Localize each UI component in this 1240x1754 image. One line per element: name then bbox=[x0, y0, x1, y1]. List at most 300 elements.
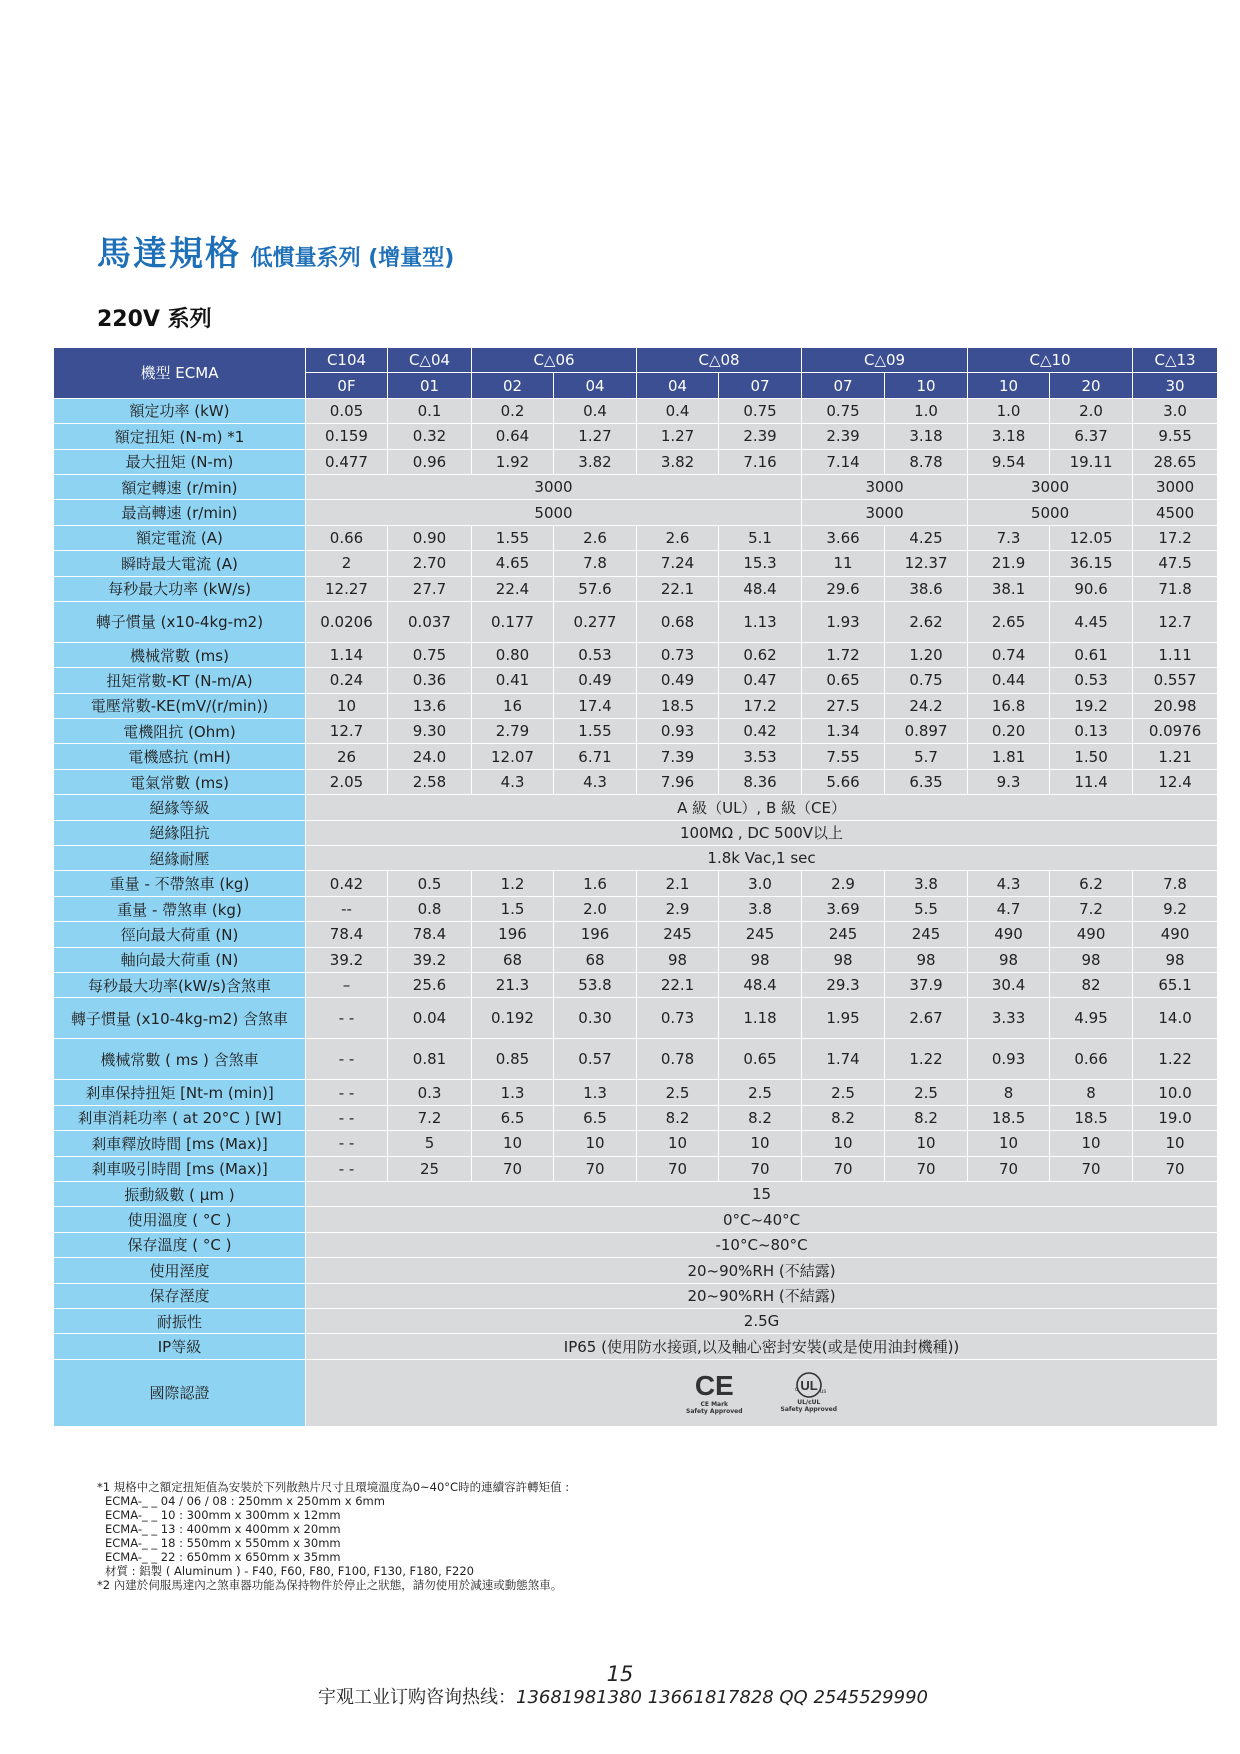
spec-value: 11 bbox=[802, 551, 885, 576]
spec-value: 6.5 bbox=[554, 1105, 637, 1130]
spec-value: 8.2 bbox=[719, 1105, 802, 1130]
model-group: C△09 bbox=[802, 348, 968, 373]
footer-hotline bbox=[318, 1683, 928, 1709]
spec-value: 0.93 bbox=[968, 1039, 1050, 1080]
series-title: 220V 系列 bbox=[97, 307, 212, 332]
spec-value: 0.8 bbox=[388, 896, 472, 921]
spec-value: 0.177 bbox=[472, 601, 554, 642]
model-code: 20 bbox=[1050, 373, 1133, 398]
spec-label: 最高轉速 (r/min) bbox=[54, 500, 306, 525]
spec-value: 2.79 bbox=[472, 719, 554, 744]
spec-value: 68 bbox=[554, 947, 637, 972]
spec-label: 絕緣等級 bbox=[54, 795, 306, 820]
spec-value: 0.73 bbox=[637, 998, 719, 1039]
spec-value: 70 bbox=[885, 1156, 968, 1181]
spec-value: 0.30 bbox=[554, 998, 637, 1039]
spec-value: 21.3 bbox=[472, 972, 554, 997]
spec-row bbox=[54, 846, 1218, 871]
spec-value: 4.25 bbox=[885, 525, 968, 550]
spec-label: 最大扭矩 (N-m) bbox=[54, 449, 306, 474]
spec-value: 4500 bbox=[1133, 500, 1218, 525]
spec-value: 2.6 bbox=[554, 525, 637, 550]
spec-label: 耐振性 bbox=[54, 1308, 306, 1333]
svg-text:us: us bbox=[819, 1388, 826, 1395]
spec-value: 29.3 bbox=[802, 972, 885, 997]
spec-value: 1.92 bbox=[472, 449, 554, 474]
spec-value: 7.14 bbox=[802, 449, 885, 474]
spec-value: 39.2 bbox=[388, 947, 472, 972]
spec-value: 245 bbox=[802, 922, 885, 947]
spec-value: 38.6 bbox=[885, 576, 968, 601]
spec-value: 490 bbox=[968, 922, 1050, 947]
spec-value: 4.95 bbox=[1050, 998, 1133, 1039]
spec-value: 98 bbox=[719, 947, 802, 972]
spec-value: 1.93 bbox=[802, 601, 885, 642]
spec-value: 4.65 bbox=[472, 551, 554, 576]
spec-value: 1.74 bbox=[802, 1039, 885, 1080]
spec-value: 6.2 bbox=[1050, 871, 1133, 896]
spec-value: 53.8 bbox=[554, 972, 637, 997]
ce-mark-block bbox=[686, 1371, 743, 1415]
spec-label: 機械常數 (ms) bbox=[54, 642, 306, 667]
footnotes bbox=[97, 1480, 569, 1592]
spec-value: 0.04 bbox=[388, 998, 472, 1039]
spec-value: 1.14 bbox=[306, 642, 388, 667]
spec-value: 70 bbox=[968, 1156, 1050, 1181]
model-code: 04 bbox=[637, 373, 719, 398]
spec-value: 490 bbox=[1050, 922, 1133, 947]
spec-value: 2.05 bbox=[306, 769, 388, 794]
footer-label: 宇观工业订购咨询热线： bbox=[318, 1687, 516, 1708]
spec-value: 0.24 bbox=[306, 668, 388, 693]
spec-label: 轉子慣量 (x10-4kg-m2) bbox=[54, 601, 306, 642]
footnote-line: ECMA-_ _ 18 : 550mm x 550mm x 30mm bbox=[105, 1536, 341, 1550]
spec-label: 轉子慣量 (x10-4kg-m2) 含煞車 bbox=[54, 998, 306, 1039]
spec-value: 29.6 bbox=[802, 576, 885, 601]
spec-value: 0.78 bbox=[637, 1039, 719, 1080]
spec-row bbox=[54, 1080, 1218, 1105]
spec-row bbox=[54, 972, 1218, 997]
spec-row bbox=[54, 576, 1218, 601]
spec-value: 1.11 bbox=[1133, 642, 1218, 667]
spec-value: 2.67 bbox=[885, 998, 968, 1039]
spec-value: 26 bbox=[306, 744, 388, 769]
spec-value: 19.2 bbox=[1050, 693, 1133, 718]
spec-value: 27.7 bbox=[388, 576, 472, 601]
spec-value: 3.82 bbox=[637, 449, 719, 474]
cert-row bbox=[54, 1359, 1218, 1426]
spec-value: 1.55 bbox=[472, 525, 554, 550]
spec-value: 1.2 bbox=[472, 871, 554, 896]
spec-value: 2.9 bbox=[802, 871, 885, 896]
spec-value: 0.42 bbox=[306, 871, 388, 896]
model-code: 0F bbox=[306, 373, 388, 398]
spec-label: 額定功率 (kW) bbox=[54, 398, 306, 423]
spec-value: 3.53 bbox=[719, 744, 802, 769]
spec-value: 0.44 bbox=[968, 668, 1050, 693]
spec-value: 0.61 bbox=[1050, 642, 1133, 667]
spec-value: 9.54 bbox=[968, 449, 1050, 474]
spec-value: 12.4 bbox=[1133, 769, 1218, 794]
spec-value: 8.36 bbox=[719, 769, 802, 794]
spec-value: 70 bbox=[719, 1156, 802, 1181]
spec-value: 8 bbox=[968, 1080, 1050, 1105]
spec-value: 82 bbox=[1050, 972, 1133, 997]
spec-value: 70 bbox=[1050, 1156, 1133, 1181]
spec-row bbox=[54, 795, 1218, 820]
spec-value: 0.90 bbox=[388, 525, 472, 550]
spec-value: 8.2 bbox=[885, 1105, 968, 1130]
spec-value: 0.0206 bbox=[306, 601, 388, 642]
spec-value: 0.53 bbox=[1050, 668, 1133, 693]
spec-row bbox=[54, 896, 1218, 921]
spec-value: 196 bbox=[554, 922, 637, 947]
spec-label: 電壓常數-KE(mV/(r/min)) bbox=[54, 693, 306, 718]
spec-value: 21.9 bbox=[968, 551, 1050, 576]
spec-value: 3000 bbox=[1133, 474, 1218, 499]
spec-value: 25.6 bbox=[388, 972, 472, 997]
spec-row bbox=[54, 601, 1218, 642]
spec-label: 扭矩常數-KT (N-m/A) bbox=[54, 668, 306, 693]
spec-value: 4.3 bbox=[968, 871, 1050, 896]
svg-text:c: c bbox=[794, 1386, 798, 1393]
spec-value: 0.68 bbox=[637, 601, 719, 642]
spec-value: 1.21 bbox=[1133, 744, 1218, 769]
spec-value: 0.192 bbox=[472, 998, 554, 1039]
spec-label: 機械常數 ( ms ) 含煞車 bbox=[54, 1039, 306, 1080]
title-sub: 低慣量系列 (增量型) bbox=[250, 246, 455, 271]
spec-value: 0.49 bbox=[554, 668, 637, 693]
spec-value: 1.34 bbox=[802, 719, 885, 744]
spec-value: 12.07 bbox=[472, 744, 554, 769]
spec-label: 軸向最大荷重 (N) bbox=[54, 947, 306, 972]
spec-value: 1.81 bbox=[968, 744, 1050, 769]
svg-text:UL: UL bbox=[800, 1377, 818, 1393]
spec-value: 5000 bbox=[968, 500, 1133, 525]
model-code: 10 bbox=[885, 373, 968, 398]
spec-value: 3.8 bbox=[719, 896, 802, 921]
spec-value: 30.4 bbox=[968, 972, 1050, 997]
spec-row bbox=[54, 474, 1218, 499]
footer-phones: 13681981380 13661817828 QQ 2545529990 bbox=[516, 1687, 928, 1708]
spec-value: 10 bbox=[802, 1131, 885, 1156]
ul-caption-2: Safety Approved bbox=[780, 1405, 838, 1413]
spec-value: 24.2 bbox=[885, 693, 968, 718]
spec-label: 剎車吸引時間 [ms (Max)] bbox=[54, 1156, 306, 1181]
spec-value: 10 bbox=[554, 1131, 637, 1156]
spec-value: 0.64 bbox=[472, 424, 554, 449]
spec-value: 2.6 bbox=[637, 525, 719, 550]
spec-value: 15 bbox=[306, 1181, 1218, 1206]
model-group: C△13 bbox=[1133, 348, 1218, 373]
model-group: C104 bbox=[306, 348, 388, 373]
spec-row bbox=[54, 1334, 1218, 1359]
footnote-line: *1 規格中之額定扭矩值為安裝於下列散熱片尺寸且環境溫度為0~40°C時的連續容許轉矩值 : bbox=[97, 1480, 570, 1494]
spec-value: 19.0 bbox=[1133, 1105, 1218, 1130]
spec-value: 0.73 bbox=[637, 642, 719, 667]
spec-label: 振動級數 ( μm ) bbox=[54, 1181, 306, 1206]
spec-value: 0.75 bbox=[885, 668, 968, 693]
spec-value: 1.0 bbox=[885, 398, 968, 423]
spec-value: 2.5 bbox=[719, 1080, 802, 1105]
spec-value: 0°C~40°C bbox=[306, 1207, 1218, 1232]
footnote-line: ECMA-_ _ 04 / 06 / 08 : 250mm x 250mm x 6mm bbox=[105, 1494, 385, 1508]
spec-value: 7.8 bbox=[554, 551, 637, 576]
spec-value: 7.8 bbox=[1133, 871, 1218, 896]
spec-value: 0.66 bbox=[306, 525, 388, 550]
spec-row bbox=[54, 947, 1218, 972]
spec-value: 3.66 bbox=[802, 525, 885, 550]
spec-label: 額定轉速 (r/min) bbox=[54, 474, 306, 499]
spec-value: 10 bbox=[306, 693, 388, 718]
spec-value: 78.4 bbox=[306, 922, 388, 947]
spec-value: 2.9 bbox=[637, 896, 719, 921]
spec-value: 3.69 bbox=[802, 896, 885, 921]
spec-row bbox=[54, 1283, 1218, 1308]
spec-value: 0.42 bbox=[719, 719, 802, 744]
spec-row bbox=[54, 820, 1218, 845]
spec-row bbox=[54, 449, 1218, 474]
spec-value: 0.32 bbox=[388, 424, 472, 449]
spec-label: 電機阻抗 (Ohm) bbox=[54, 719, 306, 744]
spec-value: 2.0 bbox=[554, 896, 637, 921]
spec-label: IP等級 bbox=[54, 1334, 306, 1359]
footnote-line: ECMA-_ _ 10 : 300mm x 300mm x 12mm bbox=[105, 1508, 341, 1522]
model-code: 02 bbox=[472, 373, 554, 398]
spec-value: 0.4 bbox=[637, 398, 719, 423]
spec-value: 98 bbox=[637, 947, 719, 972]
spec-row bbox=[54, 1232, 1218, 1257]
spec-value: 36.15 bbox=[1050, 551, 1133, 576]
spec-value: 1.6 bbox=[554, 871, 637, 896]
ce-caption-2: Safety Approved bbox=[686, 1407, 743, 1415]
spec-value: 90.6 bbox=[1050, 576, 1133, 601]
spec-row bbox=[54, 424, 1218, 449]
spec-label: 電機感抗 (mH) bbox=[54, 744, 306, 769]
spec-value: 0.85 bbox=[472, 1039, 554, 1080]
spec-value: - - bbox=[306, 1105, 388, 1130]
model-code: 30 bbox=[1133, 373, 1218, 398]
spec-value: 1.55 bbox=[554, 719, 637, 744]
spec-row bbox=[54, 525, 1218, 550]
spec-value: 1.0 bbox=[968, 398, 1050, 423]
spec-value: 1.22 bbox=[1133, 1039, 1218, 1080]
spec-value: 12.7 bbox=[1133, 601, 1218, 642]
spec-label: 使用溫度 ( °C ) bbox=[54, 1207, 306, 1232]
spec-value: 20~90%RH (不結露) bbox=[306, 1258, 1218, 1283]
spec-value: 196 bbox=[472, 922, 554, 947]
spec-value: 2.0 bbox=[1050, 398, 1133, 423]
spec-value: 10 bbox=[472, 1131, 554, 1156]
spec-value: 68 bbox=[472, 947, 554, 972]
spec-value: 7.96 bbox=[637, 769, 719, 794]
spec-value: 15.3 bbox=[719, 551, 802, 576]
spec-value: 1.27 bbox=[554, 424, 637, 449]
spec-value: 0.037 bbox=[388, 601, 472, 642]
footnote-line: *2 內建於伺服馬達內之煞車器功能為保持物件於停止之狀態，請勿使用於減速或動態煞車。 bbox=[97, 1578, 563, 1592]
spec-value: 10.0 bbox=[1133, 1080, 1218, 1105]
spec-value: 0.47 bbox=[719, 668, 802, 693]
spec-value: 39.2 bbox=[306, 947, 388, 972]
spec-value: 7.2 bbox=[388, 1105, 472, 1130]
spec-value: 2.39 bbox=[802, 424, 885, 449]
spec-row bbox=[54, 1181, 1218, 1206]
spec-value: 5 bbox=[388, 1131, 472, 1156]
spec-value: 9.2 bbox=[1133, 896, 1218, 921]
spec-row bbox=[54, 1258, 1218, 1283]
spec-value: 0.75 bbox=[719, 398, 802, 423]
spec-value: 3.18 bbox=[968, 424, 1050, 449]
spec-row bbox=[54, 922, 1218, 947]
spec-value: 7.55 bbox=[802, 744, 885, 769]
page-number: 15 bbox=[606, 1662, 634, 1686]
model-label: 機型 ECMA bbox=[54, 348, 306, 399]
spec-value: 0.93 bbox=[637, 719, 719, 744]
spec-value: 0.75 bbox=[388, 642, 472, 667]
spec-value: 10 bbox=[1133, 1131, 1218, 1156]
spec-label: 絕緣耐壓 bbox=[54, 846, 306, 871]
spec-value: 0.3 bbox=[388, 1080, 472, 1105]
spec-value: 0.74 bbox=[968, 642, 1050, 667]
spec-label: 保存溼度 bbox=[54, 1283, 306, 1308]
spec-value: 1.8k Vac,1 sec bbox=[306, 846, 1218, 871]
spec-value: 18.5 bbox=[968, 1105, 1050, 1130]
spec-value: 0.5 bbox=[388, 871, 472, 896]
spec-value: 490 bbox=[1133, 922, 1218, 947]
spec-value: 0.75 bbox=[802, 398, 885, 423]
model-code: 01 bbox=[388, 373, 472, 398]
spec-value: 0.96 bbox=[388, 449, 472, 474]
spec-value: 100MΩ , DC 500V以上 bbox=[306, 820, 1218, 845]
spec-value: 5.7 bbox=[885, 744, 968, 769]
title-main: 馬達規格 bbox=[97, 234, 241, 274]
spec-row bbox=[54, 871, 1218, 896]
spec-value: 245 bbox=[719, 922, 802, 947]
spec-row bbox=[54, 693, 1218, 718]
spec-value: 0.2 bbox=[472, 398, 554, 423]
spec-value: 1.13 bbox=[719, 601, 802, 642]
spec-value: 0.65 bbox=[719, 1039, 802, 1080]
spec-label: 額定扭矩 (N-m) *1 bbox=[54, 424, 306, 449]
spec-value: 1.3 bbox=[554, 1080, 637, 1105]
spec-value: 17.4 bbox=[554, 693, 637, 718]
ul-caption-1: UL/cUL bbox=[797, 1398, 821, 1406]
spec-value: 70 bbox=[637, 1156, 719, 1181]
spec-value: 5000 bbox=[306, 500, 802, 525]
spec-value: 57.6 bbox=[554, 576, 637, 601]
spec-value: 9.30 bbox=[388, 719, 472, 744]
spec-value: 4.3 bbox=[554, 769, 637, 794]
spec-value: 3.33 bbox=[968, 998, 1050, 1039]
spec-row bbox=[54, 998, 1218, 1039]
spec-value: -- bbox=[306, 896, 388, 921]
spec-label: 重量 - 帶煞車 (kg) bbox=[54, 896, 306, 921]
spec-value: 8.2 bbox=[802, 1105, 885, 1130]
spec-value: 1.5 bbox=[472, 896, 554, 921]
spec-value: 4.7 bbox=[968, 896, 1050, 921]
spec-row bbox=[54, 769, 1218, 794]
spec-value: 2.70 bbox=[388, 551, 472, 576]
spec-value: 3.18 bbox=[885, 424, 968, 449]
spec-value: 20~90%RH (不結露) bbox=[306, 1283, 1218, 1308]
spec-value: 0.53 bbox=[554, 642, 637, 667]
spec-value: 19.11 bbox=[1050, 449, 1133, 474]
spec-value: 6.37 bbox=[1050, 424, 1133, 449]
spec-value: 0.81 bbox=[388, 1039, 472, 1080]
spec-value: 1.72 bbox=[802, 642, 885, 667]
spec-value: 14.0 bbox=[1133, 998, 1218, 1039]
spec-value: 0.557 bbox=[1133, 668, 1218, 693]
spec-value: - - bbox=[306, 1156, 388, 1181]
spec-value: 6.35 bbox=[885, 769, 968, 794]
spec-value: 70 bbox=[802, 1156, 885, 1181]
cert-logos bbox=[686, 1371, 837, 1415]
spec-value: 7.2 bbox=[1050, 896, 1133, 921]
spec-value: 2.5 bbox=[885, 1080, 968, 1105]
spec-value: 22.4 bbox=[472, 576, 554, 601]
spec-value: 22.1 bbox=[637, 576, 719, 601]
spec-value: 98 bbox=[968, 947, 1050, 972]
spec-value: – bbox=[306, 972, 388, 997]
page-title bbox=[97, 226, 454, 275]
spec-value: 3.0 bbox=[719, 871, 802, 896]
spec-value: 0.57 bbox=[554, 1039, 637, 1080]
spec-value: 70 bbox=[554, 1156, 637, 1181]
spec-value: 47.5 bbox=[1133, 551, 1218, 576]
spec-value: 2.1 bbox=[637, 871, 719, 896]
spec-table bbox=[53, 347, 1218, 1427]
spec-value: 98 bbox=[1050, 947, 1133, 972]
spec-value: 65.1 bbox=[1133, 972, 1218, 997]
spec-value: 12.37 bbox=[885, 551, 968, 576]
cert-cell bbox=[306, 1359, 1218, 1426]
spec-value: 2.58 bbox=[388, 769, 472, 794]
spec-label: 電氣常數 (ms) bbox=[54, 769, 306, 794]
model-group: C△08 bbox=[637, 348, 802, 373]
spec-value: 0.41 bbox=[472, 668, 554, 693]
spec-value: 12.7 bbox=[306, 719, 388, 744]
spec-value: 7.24 bbox=[637, 551, 719, 576]
spec-value: 3000 bbox=[968, 474, 1133, 499]
spec-label: 絕緣阻抗 bbox=[54, 820, 306, 845]
spec-value: 16.8 bbox=[968, 693, 1050, 718]
spec-value: 10 bbox=[968, 1131, 1050, 1156]
spec-value: 71.8 bbox=[1133, 576, 1218, 601]
spec-value: 0.65 bbox=[802, 668, 885, 693]
spec-value: 0.4 bbox=[554, 398, 637, 423]
spec-value: 70 bbox=[1133, 1156, 1218, 1181]
spec-value: 8 bbox=[1050, 1080, 1133, 1105]
spec-row bbox=[54, 551, 1218, 576]
spec-value: 18.5 bbox=[1050, 1105, 1133, 1130]
model-group: C△04 bbox=[388, 348, 472, 373]
spec-value: 48.4 bbox=[719, 972, 802, 997]
spec-value: 1.50 bbox=[1050, 744, 1133, 769]
spec-value: 98 bbox=[885, 947, 968, 972]
spec-value: 12.05 bbox=[1050, 525, 1133, 550]
spec-value: 1.95 bbox=[802, 998, 885, 1039]
spec-value: 7.39 bbox=[637, 744, 719, 769]
spec-row bbox=[54, 642, 1218, 667]
spec-value: 5.5 bbox=[885, 896, 968, 921]
spec-value: 7.3 bbox=[968, 525, 1050, 550]
spec-value: 18.5 bbox=[637, 693, 719, 718]
spec-value: 1.22 bbox=[885, 1039, 968, 1080]
ce-caption-1: CE Mark bbox=[700, 1400, 729, 1408]
spec-value: 0.05 bbox=[306, 398, 388, 423]
spec-value: 0.277 bbox=[554, 601, 637, 642]
spec-label: 剎車消耗功率 ( at 20°C ) [W] bbox=[54, 1105, 306, 1130]
